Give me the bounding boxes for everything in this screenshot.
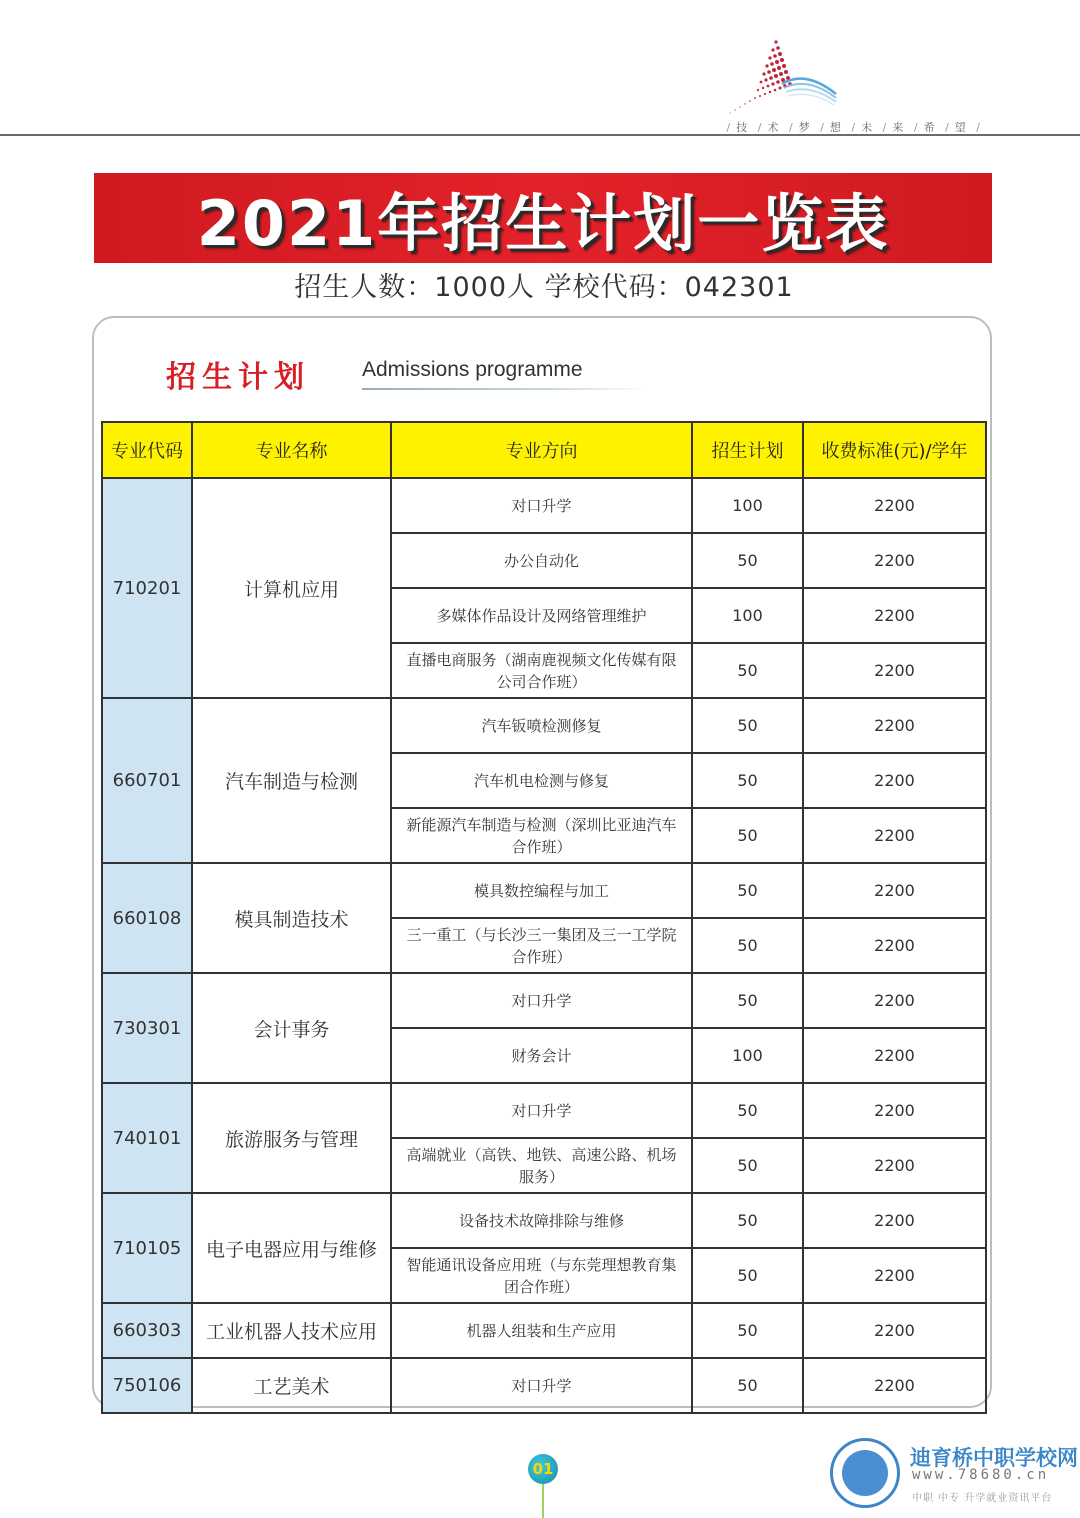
table-row (102, 1303, 986, 1358)
fee-cell: 2200 (803, 533, 986, 588)
fee-cell: 2200 (803, 753, 986, 808)
fee-cell: 2200 (803, 1248, 986, 1303)
plan-count-cell: 50 (692, 1138, 803, 1193)
direction-cell: 模具数控编程与加工 (391, 863, 692, 918)
section-title-cn: 招生计划 (166, 360, 310, 395)
table-row (102, 973, 986, 1028)
major-name-cell: 旅游服务与管理 (192, 1083, 391, 1193)
header-slogan: / 技 / 术 / 梦 / 想 / 未 / 来 / 希 / 望 / (726, 121, 981, 134)
table-row (102, 1193, 986, 1248)
table-row (102, 1358, 986, 1413)
fee-cell: 2200 (803, 588, 986, 643)
major-code-cell: 740101 (102, 1083, 192, 1193)
major-name-cell: 电子电器应用与维修 (192, 1193, 391, 1303)
slogan-char: 望 (954, 121, 967, 134)
major-name-cell: 模具制造技术 (192, 863, 391, 973)
direction-cell: 三一重工（与长沙三一集团及三一工学院合作班） (391, 918, 692, 973)
direction-cell: 设备技术故障排除与维修 (391, 1193, 692, 1248)
direction-cell: 多媒体作品设计及网络管理维护 (391, 588, 692, 643)
direction-cell: 对口升学 (391, 478, 692, 533)
slogan-char: 梦 (798, 121, 811, 134)
major-name-cell: 计算机应用 (192, 478, 391, 698)
major-name-cell: 工艺美术 (192, 1358, 391, 1413)
fee-cell: 2200 (803, 918, 986, 973)
fee-cell: 2200 (803, 1083, 986, 1138)
direction-cell: 智能通讯设备应用班（与东莞理想教育集团合作班） (391, 1248, 692, 1303)
direction-cell: 直播电商服务（湖南鹿视频文化传媒有限公司合作班） (391, 643, 692, 698)
major-code-cell: 660701 (102, 698, 192, 863)
major-code-cell: 710201 (102, 478, 192, 698)
watermark-tagline: 中职 中专 升学就业资讯平台 (912, 1493, 1053, 1504)
fee-cell: 2200 (803, 698, 986, 753)
fee-cell: 2200 (803, 863, 986, 918)
admissions-table (101, 421, 987, 1414)
column-header-major: 专业名称 (192, 422, 391, 478)
table-row (102, 1083, 986, 1138)
direction-cell: 新能源汽车制造与检测（深圳比亚迪汽车合作班） (391, 808, 692, 863)
slogan-char: 未 (861, 121, 874, 134)
section-title-underline (362, 388, 646, 390)
plan-count-cell: 50 (692, 1358, 803, 1413)
direction-cell: 对口升学 (391, 1083, 692, 1138)
dotted-wave-logo-icon (720, 38, 840, 120)
plan-count-cell: 100 (692, 478, 803, 533)
plan-count-cell: 50 (692, 918, 803, 973)
plan-count-cell: 50 (692, 698, 803, 753)
major-code-cell: 730301 (102, 973, 192, 1083)
direction-cell: 办公自动化 (391, 533, 692, 588)
slogan-char: 技 (736, 121, 749, 134)
fee-cell: 2200 (803, 1138, 986, 1193)
direction-cell: 高端就业（高铁、地铁、高速公路、机场服务） (391, 1138, 692, 1193)
major-code-cell: 710105 (102, 1193, 192, 1303)
direction-cell: 对口升学 (391, 973, 692, 1028)
watermark-badge-icon (830, 1438, 900, 1508)
section-title-en: Admissions programme (362, 358, 583, 381)
fee-cell: 2200 (803, 478, 986, 533)
fee-cell: 2200 (803, 1358, 986, 1413)
column-header-direction: 专业方向 (391, 422, 692, 478)
plan-count-cell: 50 (692, 1303, 803, 1358)
page-title: 2021年招生计划一览表 (196, 186, 890, 260)
major-name-cell: 工业机器人技术应用 (192, 1303, 391, 1358)
plan-count-cell: 50 (692, 808, 803, 863)
major-name-cell: 汽车制造与检测 (192, 698, 391, 863)
page-number: 01 (528, 1454, 558, 1484)
fee-cell: 2200 (803, 643, 986, 698)
enrollment-summary: 招生人数：1000人 学校代码：042301 (294, 272, 794, 303)
major-code-cell: 660108 (102, 863, 192, 973)
slogan-char: 希 (923, 121, 936, 134)
fee-cell: 2200 (803, 1193, 986, 1248)
table-row (102, 698, 986, 753)
watermark-name: 迪育桥中职学校网 (910, 1446, 1078, 1470)
plan-count-cell: 50 (692, 863, 803, 918)
fee-cell: 2200 (803, 1028, 986, 1083)
direction-cell: 机器人组装和生产应用 (391, 1303, 692, 1358)
plan-count-cell: 50 (692, 753, 803, 808)
column-header-code: 专业代码 (102, 422, 192, 478)
page-number-stem (542, 1484, 544, 1518)
table-row (102, 863, 986, 918)
plan-count-cell: 50 (692, 973, 803, 1028)
slogan-char: 术 (767, 121, 780, 134)
table-row (102, 478, 986, 533)
plan-count-cell: 100 (692, 1028, 803, 1083)
plan-count-cell: 50 (692, 643, 803, 698)
major-name-cell: 会计事务 (192, 973, 391, 1083)
direction-cell: 财务会计 (391, 1028, 692, 1083)
column-header-fee: 收费标准(元)/学年 (803, 422, 986, 478)
table-header-row (102, 422, 986, 478)
direction-cell: 汽车机电检测与修复 (391, 753, 692, 808)
plan-count-cell: 50 (692, 1248, 803, 1303)
fee-cell: 2200 (803, 1303, 986, 1358)
slogan-char: 来 (892, 121, 905, 134)
fee-cell: 2200 (803, 973, 986, 1028)
slogan-char: 想 (829, 121, 842, 134)
column-header-plan: 招生计划 (692, 422, 803, 478)
table-body (102, 478, 986, 1413)
direction-cell: 汽车钣喷检测修复 (391, 698, 692, 753)
plan-count-cell: 100 (692, 588, 803, 643)
major-code-cell: 660303 (102, 1303, 192, 1358)
plan-count-cell: 50 (692, 1083, 803, 1138)
direction-cell: 对口升学 (391, 1358, 692, 1413)
plan-count-cell: 50 (692, 533, 803, 588)
watermark-url: www.78680.cn (912, 1467, 1050, 1483)
watermark-badge-inner (842, 1450, 888, 1496)
title-banner (94, 173, 992, 263)
major-code-cell: 750106 (102, 1358, 192, 1413)
plan-count-cell: 50 (692, 1193, 803, 1248)
fee-cell: 2200 (803, 808, 986, 863)
